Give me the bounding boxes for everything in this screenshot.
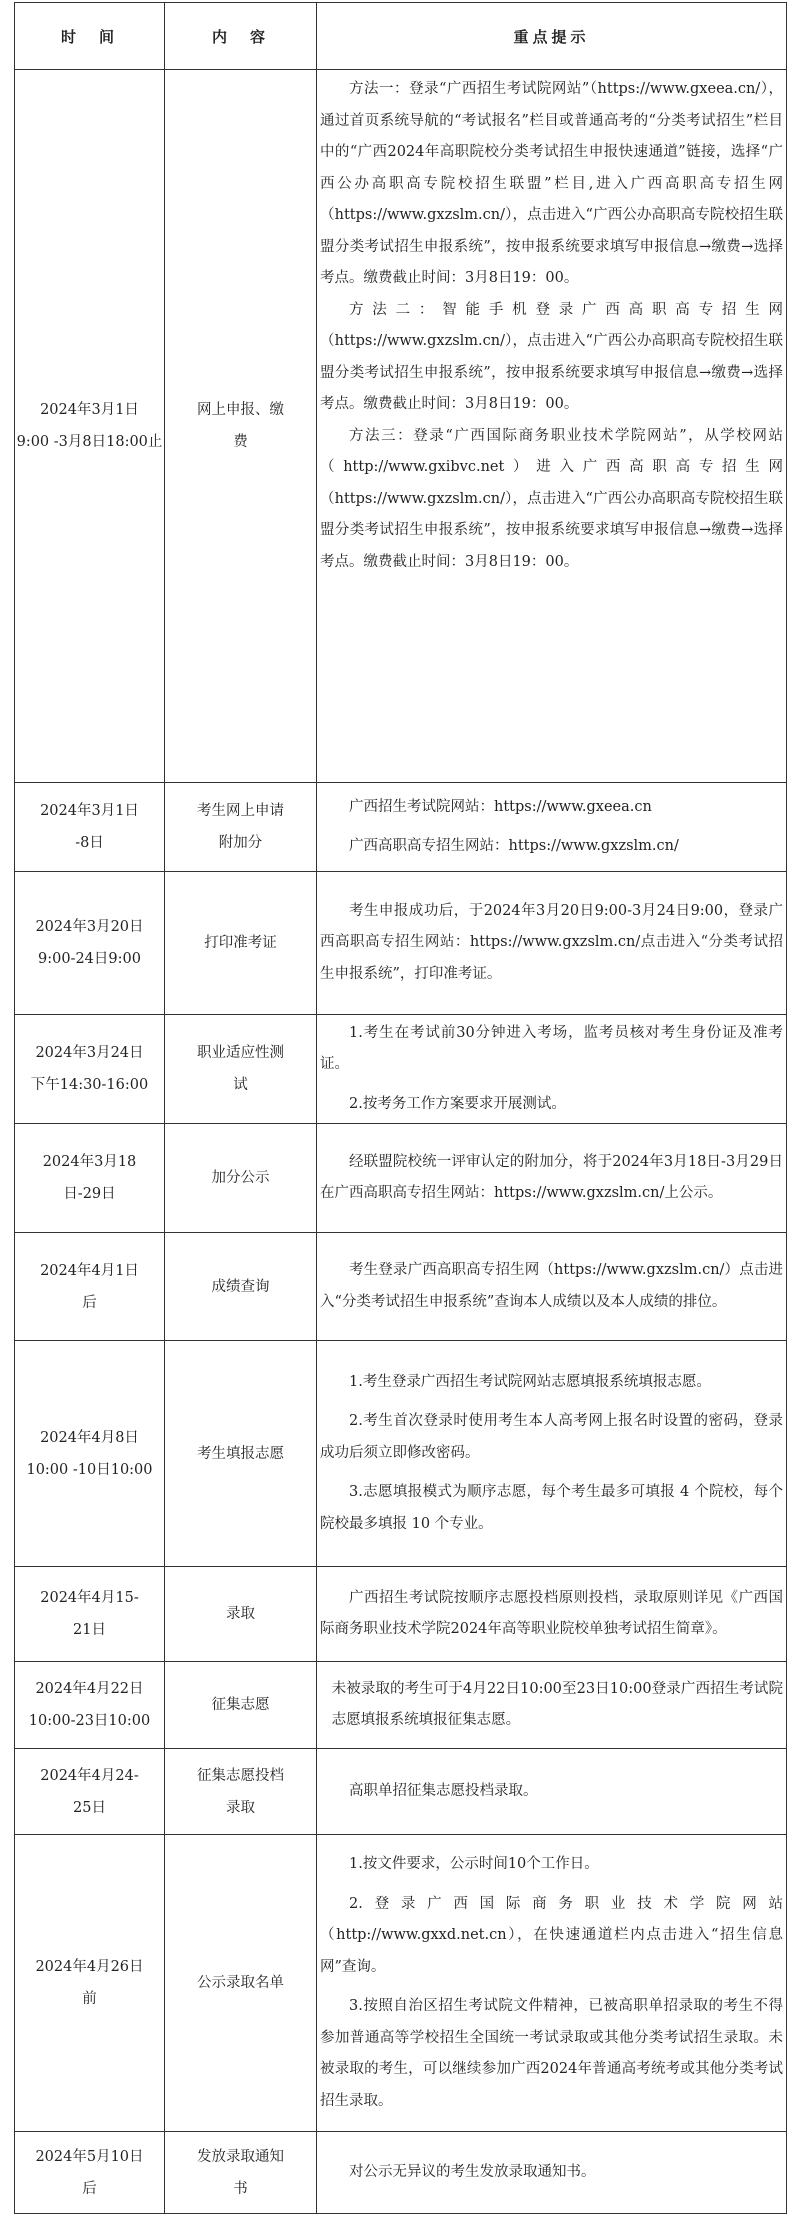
time-cell: 2024年3月18 日-29日 bbox=[15, 1124, 165, 1233]
table-row bbox=[15, 1662, 787, 1749]
notes-cell: 1.考生登录广西招生考试院网站志愿填报系统填报志愿。 2.考生首次登录时使用考生本人高考网上报名时设置的密码，登录成功后须立即修改密码。 3.志愿填报模式为顺序志愿，每个考生最多可填报 4 个院校，每个院校最多填报 10 个专业。 bbox=[317, 1341, 787, 1567]
notes-cell: 1.按文件要求，公示时间10个工作日。 2.登录广西国际商务职业技术学院网站（http://www.gxxd.net.cn），在快速通道栏内点击进入“招生信息网”查询。 3.按照自治区招生考试院文件精神，已被高职单招录取的考生不得参加普通高等学校招生全国统一考试录取或其他分类考试招生录取。未被录取的考生，可以继续参加广西2024年普通高考统考或其他分类考试招生录取。 bbox=[317, 1835, 787, 2132]
table-row bbox=[15, 1567, 787, 1662]
time-cell: 2024年4月15- 21日 bbox=[15, 1567, 165, 1662]
notes-cell: 高职单招征集志愿投档录取。 bbox=[317, 1749, 787, 1835]
schedule-table bbox=[14, 2, 787, 2214]
notes-cell: 1.考生在考试前30分钟进入考场，监考员核对考生身份证及准考证。 2.按考务工作方案要求开展测试。 bbox=[317, 1015, 787, 1124]
table-row bbox=[15, 1341, 787, 1567]
content-cell: 征集志愿投档 录取 bbox=[165, 1749, 317, 1835]
time-cell: 2024年3月1日 9:00 -3月8日18:00止 bbox=[15, 70, 165, 783]
content-cell: 网上申报、缴 费 bbox=[165, 70, 317, 783]
time-cell: 2024年4月22日 10:00-23日10:00 bbox=[15, 1662, 165, 1749]
time-cell: 2024年3月24日 下午14:30-16:00 bbox=[15, 1015, 165, 1124]
content-cell: 打印准考证 bbox=[165, 872, 317, 1015]
time-cell: 2024年5月10日 后 bbox=[15, 2132, 165, 2214]
table-row bbox=[15, 1749, 787, 1835]
table-row bbox=[15, 1835, 787, 2132]
notes-cell: 考生登录广西高职高专招生网（https://www.gxzslm.cn/）点击进入“分类考试招生申报系统”查询本人成绩以及本人成绩的排位。 bbox=[317, 1233, 787, 1341]
time-cell: 2024年4月24- 25日 bbox=[15, 1749, 165, 1835]
notes-cell: 对公示无异议的考生发放录取通知书。 bbox=[317, 2132, 787, 2214]
content-cell: 公示录取名单 bbox=[165, 1835, 317, 2132]
table-row bbox=[15, 70, 787, 783]
notes-cell: 考生申报成功后，于2024年3月20日9:00-3月24日9:00，登录广西高职高专招生网站：https://www.gxzslm.cn/点击进入“分类考试招生申报系统”，打印准考证。 bbox=[317, 872, 787, 1015]
notes-cell: 未被录取的考生可于4月22日10:00至23日10:00登录广西招生考试院志愿填报系统填报征集志愿。 bbox=[317, 1662, 787, 1749]
content-cell: 发放录取通知 书 bbox=[165, 2132, 317, 2214]
table-row bbox=[15, 1124, 787, 1233]
table-header-row bbox=[15, 3, 787, 70]
header-time: 时 间 bbox=[15, 3, 165, 70]
notes-cell: 方法一：登录“广西招生考试院网站”（https://www.gxeea.cn/），通过首页系统导航的“考试报名”栏目或普通高考的“分类考试招生”栏目中的“广西2024年高职院校分类考试招生申报快速通道”链接，选择“广西公办高职高专院校招生联盟”栏目,进入广西高职高专招生网（https://www.gxzslm.cn/），点击进入“广西公办高职高专院校招生联盟分类考试招生申报系统”，按申报系统要求填写申报信息→缴费→选择考点。缴费截止时间：3月8日19：00。 方法二：智能手机登录广西高职高专招生网（https://www.gxzslm.cn/），点击进入“广西公办高职高专院校招生联盟分类考试招生申报系统”，按申报系统要求填写申报信息→缴费→选择考点。缴费截止时间：3月8日19：00。 方法三：登录“广西国际商务职业技术学院网站”，从学校网站（http://www.gxibvc.net）进入广西高职高专招生网（https://www.gxzslm.cn/），点击进入“广西公办高职高专院校招生联盟分类考试招生申报系统”，按申报系统要求填写申报信息→缴费→选择考点。缴费截止时间：3月8日19：00。 bbox=[317, 70, 787, 783]
header-content: 内 容 bbox=[165, 3, 317, 70]
table-row bbox=[15, 1015, 787, 1124]
table-row bbox=[15, 2132, 787, 2214]
notes-cell: 广西招生考试院网站：https://www.gxeea.cn 广西高职高专招生网站：https://www.gxzslm.cn/ bbox=[317, 783, 787, 872]
time-cell: 2024年3月1日 -8日 bbox=[15, 783, 165, 872]
content-cell: 考生填报志愿 bbox=[165, 1341, 317, 1567]
content-cell: 成绩查询 bbox=[165, 1233, 317, 1341]
time-cell: 2024年4月1日 后 bbox=[15, 1233, 165, 1341]
content-cell: 加分公示 bbox=[165, 1124, 317, 1233]
notes-cell: 经联盟院校统一评审认定的附加分，将于2024年3月18日-3月29日在广西高职高专招生网站：https://www.gxzslm.cn/上公示。 bbox=[317, 1124, 787, 1233]
table-row bbox=[15, 872, 787, 1015]
table-row bbox=[15, 783, 787, 872]
time-cell: 2024年4月8日 10:00 -10日10:00 bbox=[15, 1341, 165, 1567]
notes-cell: 广西招生考试院按顺序志愿投档原则投档，录取原则详见《广西国际商务职业技术学院2024年高等职业院校单独考试招生简章》。 bbox=[317, 1567, 787, 1662]
content-cell: 考生网上申请 附加分 bbox=[165, 783, 317, 872]
header-notes: 重点提示 bbox=[317, 3, 787, 70]
time-cell: 2024年4月26日 前 bbox=[15, 1835, 165, 2132]
content-cell: 征集志愿 bbox=[165, 1662, 317, 1749]
content-cell: 职业适应性测 试 bbox=[165, 1015, 317, 1124]
time-cell: 2024年3月20日 9:00-24日9:00 bbox=[15, 872, 165, 1015]
content-cell: 录取 bbox=[165, 1567, 317, 1662]
table-row bbox=[15, 1233, 787, 1341]
